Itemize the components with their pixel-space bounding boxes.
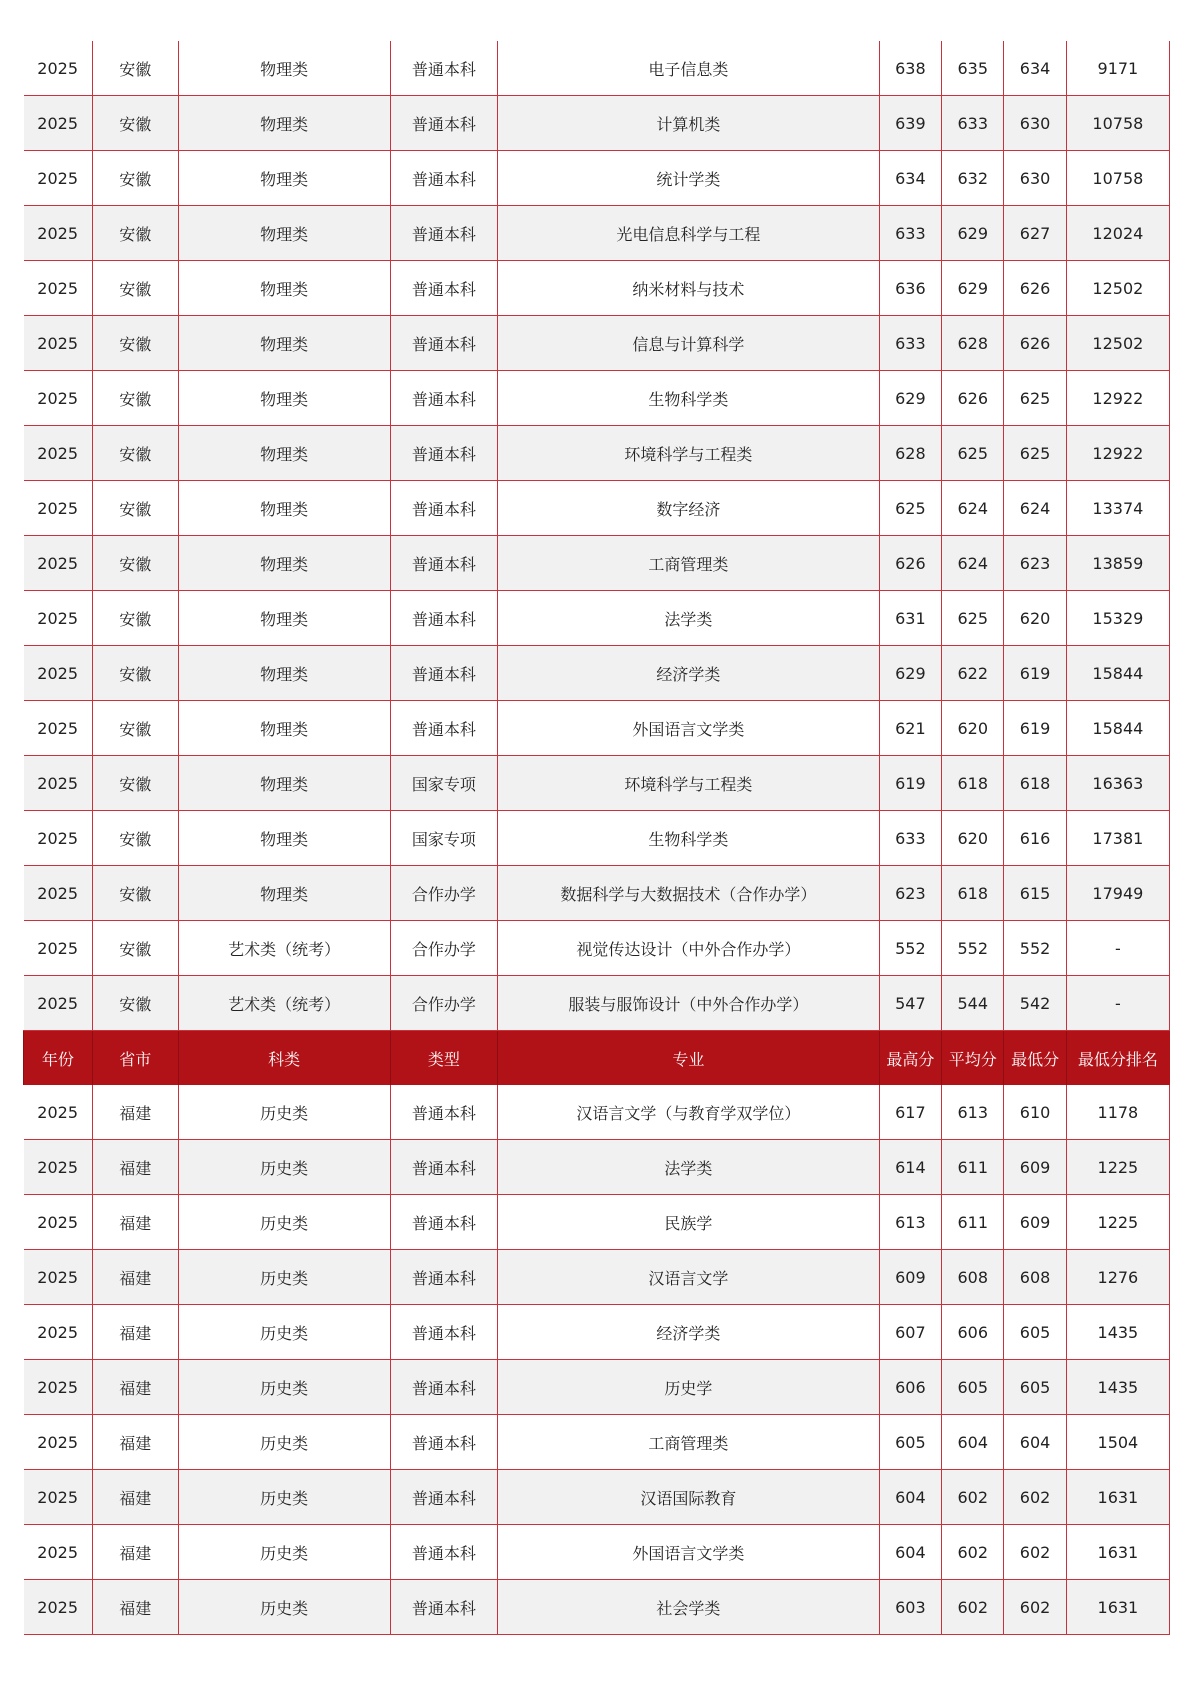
province-cell: 安徽 [92, 536, 178, 591]
year-cell: 2025 [24, 41, 93, 96]
enrollment-type-cell: 普通本科 [390, 371, 498, 426]
avg-score-cell: 604 [942, 1415, 1004, 1470]
major-cell: 环境科学与工程类 [498, 426, 880, 481]
province-cell: 福建 [92, 1360, 178, 1415]
year-cell: 2025 [24, 646, 93, 701]
enrollment-type-cell: 普通本科 [390, 1415, 498, 1470]
province-cell: 安徽 [92, 41, 178, 96]
max-score-cell: 547 [879, 976, 941, 1031]
major-cell: 经济学类 [498, 1305, 880, 1360]
min-score-cell: 610 [1004, 1085, 1066, 1140]
enrollment-type-cell: 合作办学 [390, 976, 498, 1031]
min-rank-cell: 1631 [1066, 1525, 1169, 1580]
avg-score-cell: 624 [942, 536, 1004, 591]
max-score-cell: 634 [879, 151, 941, 206]
table-row [24, 316, 1170, 371]
avg-score-cell: 606 [942, 1305, 1004, 1360]
max-score-cell: 552 [879, 921, 941, 976]
min-score-cell: 630 [1004, 151, 1066, 206]
table-row [24, 811, 1170, 866]
max-score-cell: 604 [879, 1470, 941, 1525]
avg-score-cell: 626 [942, 371, 1004, 426]
max-score-cell: 631 [879, 591, 941, 646]
table-row [24, 1360, 1170, 1415]
min-score-cell: 604 [1004, 1415, 1066, 1470]
min-score-cell: 619 [1004, 646, 1066, 701]
major-cell: 经济学类 [498, 646, 880, 701]
max-score-cell: 604 [879, 1525, 941, 1580]
enrollment-type-cell: 普通本科 [390, 1580, 498, 1635]
subject-category-cell: 物理类 [178, 41, 390, 96]
min-rank-cell: 15844 [1066, 701, 1169, 756]
min-score-cell: 624 [1004, 481, 1066, 536]
province-cell: 福建 [92, 1085, 178, 1140]
year-cell: 2025 [24, 426, 93, 481]
max-score-cell: 633 [879, 206, 941, 261]
column-header: 最高分 [879, 1031, 941, 1086]
major-cell: 生物科学类 [498, 371, 880, 426]
year-cell: 2025 [24, 261, 93, 316]
major-cell: 电子信息类 [498, 41, 880, 96]
min-rank-cell: 17381 [1066, 811, 1169, 866]
min-score-cell: 626 [1004, 261, 1066, 316]
year-cell: 2025 [24, 1140, 93, 1195]
year-cell: 2025 [24, 866, 93, 921]
year-cell: 2025 [24, 96, 93, 151]
subject-category-cell: 历史类 [178, 1250, 390, 1305]
year-cell: 2025 [24, 976, 93, 1031]
major-cell: 汉语言文学 [498, 1250, 880, 1305]
subject-category-cell: 历史类 [178, 1525, 390, 1580]
subject-category-cell: 历史类 [178, 1360, 390, 1415]
min-rank-cell: 12024 [1066, 206, 1169, 261]
year-cell: 2025 [24, 1195, 93, 1250]
province-cell: 福建 [92, 1580, 178, 1635]
max-score-cell: 638 [879, 41, 941, 96]
enrollment-type-cell: 普通本科 [390, 1085, 498, 1140]
max-score-cell: 607 [879, 1305, 941, 1360]
subject-category-cell: 物理类 [178, 316, 390, 371]
min-score-cell: 605 [1004, 1360, 1066, 1415]
major-cell: 数据科学与大数据技术（合作办学） [498, 866, 880, 921]
column-header: 类型 [390, 1031, 498, 1086]
major-cell: 工商管理类 [498, 1415, 880, 1470]
column-header: 专业 [498, 1031, 880, 1086]
max-score-cell: 629 [879, 371, 941, 426]
max-score-cell: 636 [879, 261, 941, 316]
year-cell: 2025 [24, 1085, 93, 1140]
avg-score-cell: 622 [942, 646, 1004, 701]
year-cell: 2025 [24, 481, 93, 536]
max-score-cell: 606 [879, 1360, 941, 1415]
enrollment-type-cell: 普通本科 [390, 1525, 498, 1580]
subject-category-cell: 历史类 [178, 1195, 390, 1250]
enrollment-type-cell: 普通本科 [390, 316, 498, 371]
min-rank-cell: 1435 [1066, 1360, 1169, 1415]
avg-score-cell: 628 [942, 316, 1004, 371]
year-cell: 2025 [24, 1580, 93, 1635]
avg-score-cell: 611 [942, 1195, 1004, 1250]
year-cell: 2025 [24, 591, 93, 646]
major-cell: 环境科学与工程类 [498, 756, 880, 811]
enrollment-type-cell: 国家专项 [390, 811, 498, 866]
max-score-cell: 619 [879, 756, 941, 811]
subject-category-cell: 物理类 [178, 371, 390, 426]
enrollment-type-cell: 普通本科 [390, 261, 498, 316]
max-score-cell: 633 [879, 811, 941, 866]
avg-score-cell: 620 [942, 701, 1004, 756]
table-row [24, 426, 1170, 481]
table-row [24, 756, 1170, 811]
major-cell: 法学类 [498, 591, 880, 646]
major-cell: 计算机类 [498, 96, 880, 151]
subject-category-cell: 历史类 [178, 1140, 390, 1195]
min-rank-cell: 1178 [1066, 1085, 1169, 1140]
min-rank-cell: 9171 [1066, 41, 1169, 96]
major-cell: 民族学 [498, 1195, 880, 1250]
subject-category-cell: 物理类 [178, 536, 390, 591]
province-cell: 安徽 [92, 811, 178, 866]
max-score-cell: 639 [879, 96, 941, 151]
enrollment-type-cell: 普通本科 [390, 536, 498, 591]
major-cell: 历史学 [498, 1360, 880, 1415]
min-rank-cell: 1276 [1066, 1250, 1169, 1305]
table-row [24, 151, 1170, 206]
enrollment-type-cell: 普通本科 [390, 96, 498, 151]
enrollment-type-cell: 普通本科 [390, 151, 498, 206]
max-score-cell: 629 [879, 646, 941, 701]
min-rank-cell: 16363 [1066, 756, 1169, 811]
table-row [24, 536, 1170, 591]
table-row [24, 481, 1170, 536]
table-row [24, 591, 1170, 646]
min-rank-cell: 15329 [1066, 591, 1169, 646]
min-score-cell: 625 [1004, 426, 1066, 481]
major-cell: 汉语国际教育 [498, 1470, 880, 1525]
min-score-cell: 608 [1004, 1250, 1066, 1305]
min-score-cell: 552 [1004, 921, 1066, 976]
min-score-cell: 616 [1004, 811, 1066, 866]
avg-score-cell: 618 [942, 756, 1004, 811]
province-cell: 安徽 [92, 646, 178, 701]
table-row [24, 1140, 1170, 1195]
major-cell: 生物科学类 [498, 811, 880, 866]
enrollment-type-cell: 普通本科 [390, 1470, 498, 1525]
max-score-cell: 621 [879, 701, 941, 756]
major-cell: 外国语言文学类 [498, 1525, 880, 1580]
province-cell: 安徽 [92, 976, 178, 1031]
table-row [24, 1305, 1170, 1360]
subject-category-cell: 历史类 [178, 1580, 390, 1635]
table-row [24, 1085, 1170, 1140]
table-row [24, 371, 1170, 426]
subject-category-cell: 历史类 [178, 1415, 390, 1470]
subject-category-cell: 历史类 [178, 1470, 390, 1525]
subject-category-cell: 物理类 [178, 756, 390, 811]
min-rank-cell: 1504 [1066, 1415, 1169, 1470]
year-cell: 2025 [24, 206, 93, 261]
max-score-cell: 613 [879, 1195, 941, 1250]
max-score-cell: 605 [879, 1415, 941, 1470]
avg-score-cell: 624 [942, 481, 1004, 536]
major-cell: 数字经济 [498, 481, 880, 536]
year-cell: 2025 [24, 1250, 93, 1305]
avg-score-cell: 605 [942, 1360, 1004, 1415]
min-score-cell: 602 [1004, 1580, 1066, 1635]
table-header-row [24, 1031, 1170, 1086]
enrollment-type-cell: 普通本科 [390, 1360, 498, 1415]
min-rank-cell: 1225 [1066, 1195, 1169, 1250]
avg-score-cell: 629 [942, 206, 1004, 261]
province-cell: 安徽 [92, 591, 178, 646]
province-cell: 福建 [92, 1470, 178, 1525]
avg-score-cell: 602 [942, 1580, 1004, 1635]
min-score-cell: 623 [1004, 536, 1066, 591]
enrollment-type-cell: 国家专项 [390, 756, 498, 811]
admission-scores-table [23, 41, 1170, 1635]
table-row [24, 1470, 1170, 1525]
major-cell: 信息与计算科学 [498, 316, 880, 371]
min-rank-cell: 13859 [1066, 536, 1169, 591]
table-row [24, 1250, 1170, 1305]
min-score-cell: 542 [1004, 976, 1066, 1031]
subject-category-cell: 物理类 [178, 426, 390, 481]
table-row [24, 646, 1170, 701]
column-header: 省市 [92, 1031, 178, 1086]
province-cell: 福建 [92, 1305, 178, 1360]
subject-category-cell: 物理类 [178, 481, 390, 536]
subject-category-cell: 物理类 [178, 866, 390, 921]
province-cell: 安徽 [92, 151, 178, 206]
min-rank-cell: - [1066, 976, 1169, 1031]
subject-category-cell: 物理类 [178, 151, 390, 206]
subject-category-cell: 物理类 [178, 206, 390, 261]
enrollment-type-cell: 普通本科 [390, 481, 498, 536]
max-score-cell: 614 [879, 1140, 941, 1195]
province-cell: 福建 [92, 1250, 178, 1305]
max-score-cell: 633 [879, 316, 941, 371]
enrollment-type-cell: 普通本科 [390, 1140, 498, 1195]
year-cell: 2025 [24, 1305, 93, 1360]
year-cell: 2025 [24, 756, 93, 811]
min-score-cell: 626 [1004, 316, 1066, 371]
enrollment-type-cell: 合作办学 [390, 866, 498, 921]
year-cell: 2025 [24, 316, 93, 371]
major-cell: 社会学类 [498, 1580, 880, 1635]
year-cell: 2025 [24, 1415, 93, 1470]
enrollment-type-cell: 普通本科 [390, 206, 498, 261]
province-cell: 安徽 [92, 701, 178, 756]
year-cell: 2025 [24, 921, 93, 976]
major-cell: 法学类 [498, 1140, 880, 1195]
max-score-cell: 609 [879, 1250, 941, 1305]
max-score-cell: 617 [879, 1085, 941, 1140]
column-header: 最低分排名 [1066, 1031, 1169, 1086]
enrollment-type-cell: 普通本科 [390, 41, 498, 96]
year-cell: 2025 [24, 811, 93, 866]
province-cell: 安徽 [92, 96, 178, 151]
min-rank-cell: 17949 [1066, 866, 1169, 921]
min-score-cell: 609 [1004, 1195, 1066, 1250]
avg-score-cell: 602 [942, 1470, 1004, 1525]
table-row [24, 1580, 1170, 1635]
avg-score-cell: 602 [942, 1525, 1004, 1580]
min-score-cell: 634 [1004, 41, 1066, 96]
province-cell: 安徽 [92, 206, 178, 261]
major-cell: 统计学类 [498, 151, 880, 206]
min-score-cell: 602 [1004, 1470, 1066, 1525]
province-cell: 安徽 [92, 371, 178, 426]
table-row [24, 1415, 1170, 1470]
min-score-cell: 630 [1004, 96, 1066, 151]
major-cell: 纳米材料与技术 [498, 261, 880, 316]
year-cell: 2025 [24, 151, 93, 206]
avg-score-cell: 629 [942, 261, 1004, 316]
column-header: 最低分 [1004, 1031, 1066, 1086]
province-cell: 福建 [92, 1140, 178, 1195]
province-cell: 安徽 [92, 866, 178, 921]
province-cell: 安徽 [92, 481, 178, 536]
avg-score-cell: 633 [942, 96, 1004, 151]
subject-category-cell: 物理类 [178, 646, 390, 701]
table-row [24, 701, 1170, 756]
min-score-cell: 618 [1004, 756, 1066, 811]
major-cell: 工商管理类 [498, 536, 880, 591]
avg-score-cell: 611 [942, 1140, 1004, 1195]
min-rank-cell: 10758 [1066, 96, 1169, 151]
max-score-cell: 626 [879, 536, 941, 591]
avg-score-cell: 620 [942, 811, 1004, 866]
max-score-cell: 628 [879, 426, 941, 481]
min-score-cell: 605 [1004, 1305, 1066, 1360]
min-rank-cell: 10758 [1066, 151, 1169, 206]
avg-score-cell: 618 [942, 866, 1004, 921]
province-cell: 安徽 [92, 316, 178, 371]
year-cell: 2025 [24, 701, 93, 756]
min-rank-cell: 1631 [1066, 1470, 1169, 1525]
min-rank-cell: 12922 [1066, 371, 1169, 426]
enrollment-type-cell: 普通本科 [390, 1305, 498, 1360]
major-cell: 视觉传达设计（中外合作办学） [498, 921, 880, 976]
major-cell: 光电信息科学与工程 [498, 206, 880, 261]
table-row [24, 1195, 1170, 1250]
province-cell: 安徽 [92, 426, 178, 481]
year-cell: 2025 [24, 1470, 93, 1525]
table-row [24, 866, 1170, 921]
subject-category-cell: 物理类 [178, 701, 390, 756]
min-score-cell: 609 [1004, 1140, 1066, 1195]
subject-category-cell: 物理类 [178, 811, 390, 866]
min-rank-cell: 1435 [1066, 1305, 1169, 1360]
avg-score-cell: 635 [942, 41, 1004, 96]
subject-category-cell: 物理类 [178, 591, 390, 646]
min-score-cell: 620 [1004, 591, 1066, 646]
enrollment-type-cell: 普通本科 [390, 646, 498, 701]
min-rank-cell: 12502 [1066, 261, 1169, 316]
table-row [24, 96, 1170, 151]
table-row [24, 921, 1170, 976]
year-cell: 2025 [24, 1525, 93, 1580]
min-rank-cell: 12922 [1066, 426, 1169, 481]
major-cell: 汉语言文学（与教育学双学位） [498, 1085, 880, 1140]
avg-score-cell: 625 [942, 591, 1004, 646]
subject-category-cell: 物理类 [178, 96, 390, 151]
province-cell: 安徽 [92, 921, 178, 976]
table-row [24, 976, 1170, 1031]
min-rank-cell: 15844 [1066, 646, 1169, 701]
province-cell: 安徽 [92, 756, 178, 811]
column-header: 年份 [24, 1031, 93, 1086]
major-cell: 服装与服饰设计（中外合作办学） [498, 976, 880, 1031]
avg-score-cell: 613 [942, 1085, 1004, 1140]
min-rank-cell: 13374 [1066, 481, 1169, 536]
subject-category-cell: 物理类 [178, 261, 390, 316]
enrollment-type-cell: 普通本科 [390, 591, 498, 646]
year-cell: 2025 [24, 536, 93, 591]
avg-score-cell: 608 [942, 1250, 1004, 1305]
major-cell: 外国语言文学类 [498, 701, 880, 756]
column-header: 平均分 [942, 1031, 1004, 1086]
enrollment-type-cell: 普通本科 [390, 1195, 498, 1250]
year-cell: 2025 [24, 371, 93, 426]
table-row [24, 261, 1170, 316]
enrollment-type-cell: 普通本科 [390, 701, 498, 756]
min-score-cell: 627 [1004, 206, 1066, 261]
avg-score-cell: 552 [942, 921, 1004, 976]
max-score-cell: 625 [879, 481, 941, 536]
subject-category-cell: 历史类 [178, 1305, 390, 1360]
enrollment-type-cell: 普通本科 [390, 1250, 498, 1305]
enrollment-type-cell: 合作办学 [390, 921, 498, 976]
subject-category-cell: 艺术类（统考） [178, 921, 390, 976]
avg-score-cell: 625 [942, 426, 1004, 481]
max-score-cell: 603 [879, 1580, 941, 1635]
table-row [24, 206, 1170, 261]
min-score-cell: 602 [1004, 1525, 1066, 1580]
year-cell: 2025 [24, 1360, 93, 1415]
province-cell: 安徽 [92, 261, 178, 316]
min-rank-cell: 12502 [1066, 316, 1169, 371]
max-score-cell: 623 [879, 866, 941, 921]
table-row [24, 41, 1170, 96]
table-row [24, 1525, 1170, 1580]
column-header: 科类 [178, 1031, 390, 1086]
min-rank-cell: - [1066, 921, 1169, 976]
province-cell: 福建 [92, 1415, 178, 1470]
province-cell: 福建 [92, 1525, 178, 1580]
subject-category-cell: 历史类 [178, 1085, 390, 1140]
min-score-cell: 619 [1004, 701, 1066, 756]
avg-score-cell: 632 [942, 151, 1004, 206]
subject-category-cell: 艺术类（统考） [178, 976, 390, 1031]
avg-score-cell: 544 [942, 976, 1004, 1031]
min-rank-cell: 1631 [1066, 1580, 1169, 1635]
enrollment-type-cell: 普通本科 [390, 426, 498, 481]
min-rank-cell: 1225 [1066, 1140, 1169, 1195]
min-score-cell: 615 [1004, 866, 1066, 921]
province-cell: 福建 [92, 1195, 178, 1250]
min-score-cell: 625 [1004, 371, 1066, 426]
